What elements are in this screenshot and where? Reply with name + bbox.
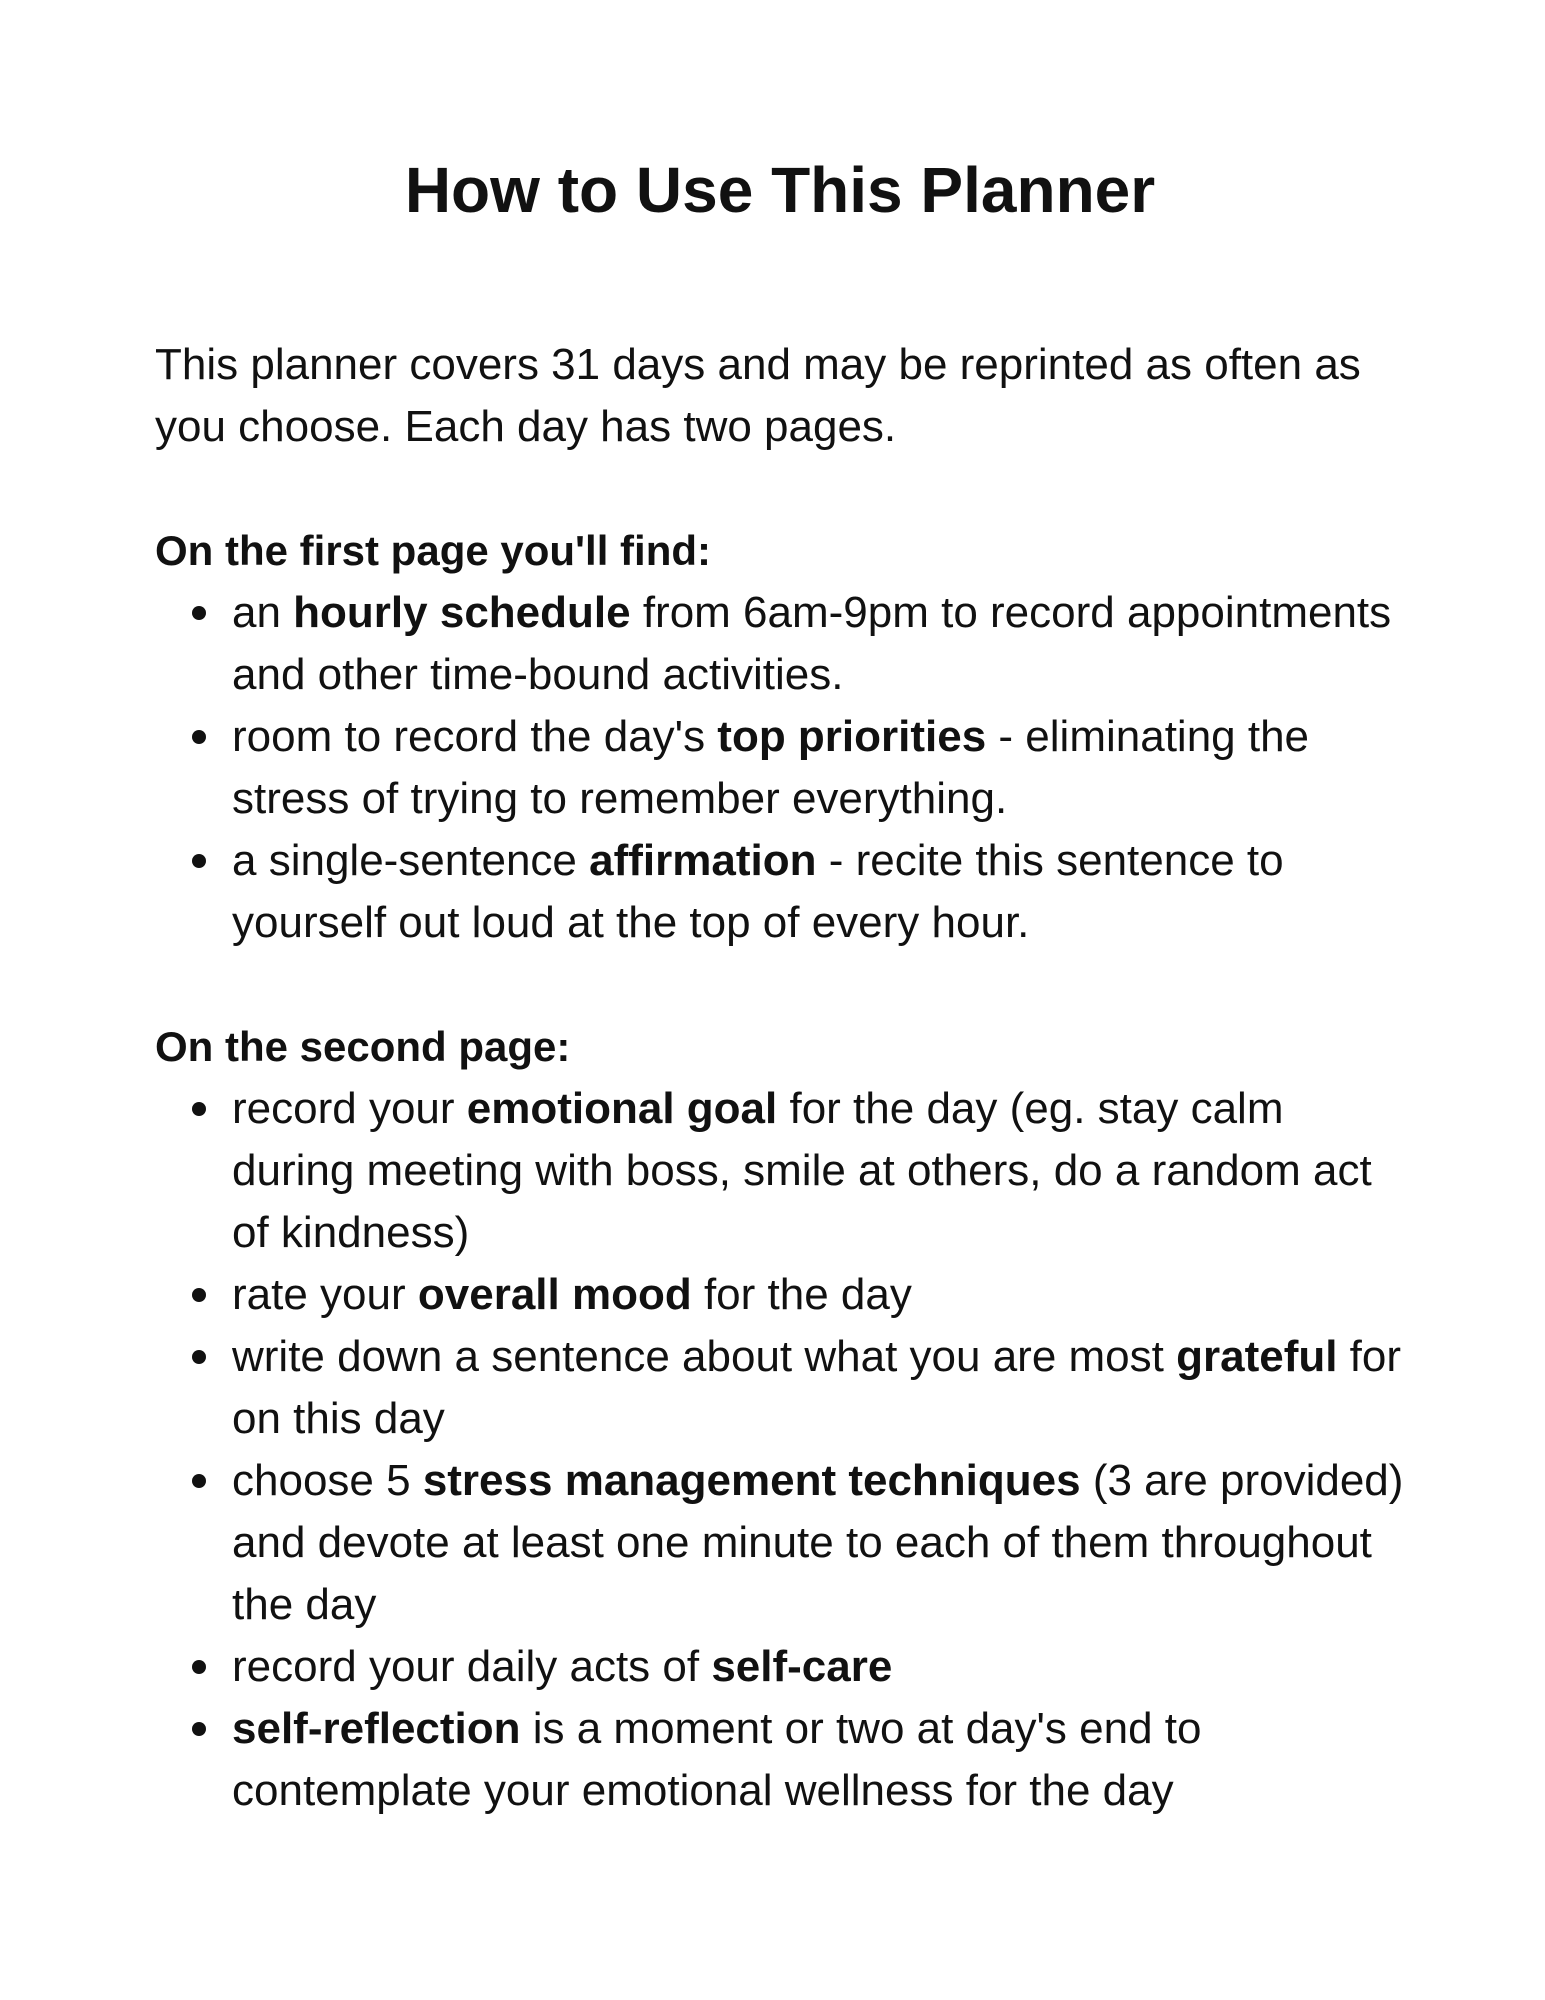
first-page-heading: On the first page you'll find: xyxy=(155,527,711,574)
emphasis: stress management techniques xyxy=(422,1456,1081,1505)
bullet-icon xyxy=(192,606,206,620)
page-title: How to Use This Planner xyxy=(404,154,1156,226)
second-page-list xyxy=(155,1078,1405,1822)
list-item: rate your overall mood for the day xyxy=(155,1264,1405,1326)
bullet-icon xyxy=(192,1288,206,1302)
list-item: choose 5 stress management techniques (3 are provided) and devote at least one minute to each of them throughout the day xyxy=(155,1450,1405,1636)
emphasis: self-reflection xyxy=(232,1704,521,1753)
emphasis: top priorities xyxy=(717,712,987,761)
emphasis: grateful xyxy=(1176,1332,1338,1381)
emphasis: affirmation xyxy=(589,836,817,885)
list-item: write down a sentence about what you are most grateful for on this day xyxy=(155,1326,1405,1450)
bullet-icon xyxy=(192,1474,206,1488)
list-item: self-reflection is a moment or two at day's end to contemplate your emotional wellness for the day xyxy=(155,1698,1405,1822)
list-item: an hourly schedule from 6am-9pm to record appointments and other time-bound activities. xyxy=(155,582,1405,706)
emphasis: self-care xyxy=(711,1642,893,1691)
list-item: record your emotional goal for the day (eg. stay calm during meeting with boss, smile at others, do a random act of kindness) xyxy=(155,1078,1405,1264)
list-item: record your daily acts of self-care xyxy=(155,1636,1405,1698)
bullet-icon xyxy=(192,730,206,744)
bullet-icon xyxy=(192,1660,206,1674)
bullet-icon xyxy=(192,1350,206,1364)
list-item: room to record the day's top priorities - eliminating the stress of trying to remember everything. xyxy=(155,706,1405,830)
bullet-icon xyxy=(192,1722,206,1736)
intro-paragraph: This planner covers 31 days and may be reprinted as often as you choose. Each day has two pages. xyxy=(155,340,1361,451)
emphasis: hourly schedule xyxy=(293,588,631,637)
bullet-icon xyxy=(192,854,206,868)
second-page-heading: On the second page: xyxy=(155,1023,571,1070)
first-page-list xyxy=(155,582,1405,954)
list-item: a single-sentence affirmation - recite this sentence to yourself out loud at the top of every hour. xyxy=(155,830,1405,954)
bullet-icon xyxy=(192,1102,206,1116)
emphasis: overall mood xyxy=(417,1270,692,1319)
emphasis: emotional goal xyxy=(466,1084,778,1133)
